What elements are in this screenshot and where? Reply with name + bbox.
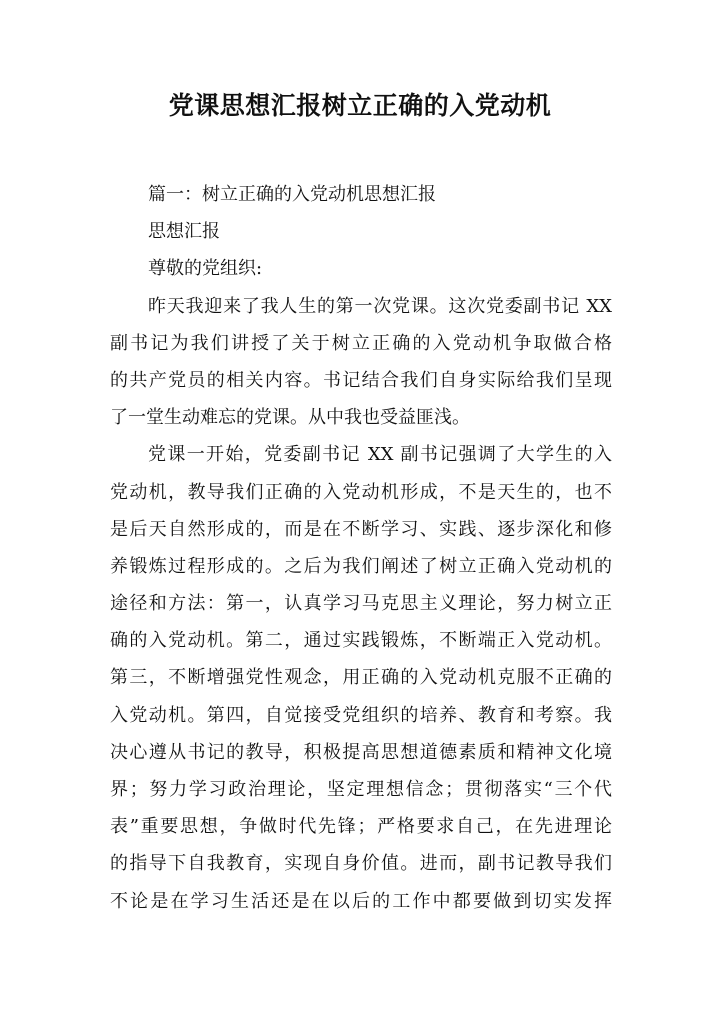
paragraph-2-line: 确的入党动机。第二，通过实践锻炼，不断端正入党动机。 [110, 630, 612, 652]
paragraph-2-line: 党动机，教导我们正确的入党动机形成，不是天生的，也不 [110, 481, 612, 503]
paragraph-2-line: 表”重要思想，争做时代先锋；严格要求自己，在先进理论 [110, 816, 612, 838]
paragraph-2-line: 的指导下自我教育，实现自身价值。进而，副书记教导我们 [110, 853, 612, 875]
section-heading: 篇一：树立正确的入党动机思想汇报 [148, 184, 436, 205]
paragraph-1-line: 了一堂生动难忘的党课。从中我也受益匪浅。 [110, 407, 470, 429]
paragraph-2-line: 决心遵从书记的教导，积极提高思想道德素质和精神文化境 [110, 741, 612, 763]
paragraph-2-line: 第三，不断增强党性观念，用正确的入党动机克服不正确的 [110, 667, 612, 689]
paragraph-1-line: 昨天我迎来了我人生的第一次党课。这次党委副书记 XX [148, 295, 612, 317]
document-body [110, 176, 612, 920]
paragraph-2-line: 途径和方法：第一，认真学习马克思主义理论，努力树立正 [110, 593, 612, 615]
paragraph-2-line: 养锻炼过程形成的。之后为我们阐述了树立正确入党动机的 [110, 555, 612, 577]
paragraph-2-line: 党课一开始，党委副书记 XX 副书记强调了大学生的入 [148, 444, 612, 466]
paragraph-2-line: 界；努力学习政治理论，坚定理想信念；贯彻落实“三个代 [110, 779, 612, 800]
paragraph-1-line: 副书记为我们讲授了关于树立正确的入党动机争取做合格 [110, 332, 612, 354]
document-title: 党课思想汇报树立正确的入党动机 [168, 91, 552, 120]
paragraph-2-line: 不论是在学习生活还是在以后的工作中都要做到切实发挥 [110, 890, 612, 912]
paragraph-2-line: 入党动机。第四，自觉接受党组织的培养、教育和考察。我 [110, 704, 612, 726]
paragraph-2-line: 是后天自然形成的，而是在不断学习、实践、逐步深化和修 [110, 518, 612, 540]
paragraph-1-line: 的共产党员的相关内容。书记结合我们自身实际给我们呈现 [110, 369, 612, 391]
salutation: 尊敬的党组织: [148, 258, 263, 280]
report-label: 思想汇报 [148, 221, 220, 243]
